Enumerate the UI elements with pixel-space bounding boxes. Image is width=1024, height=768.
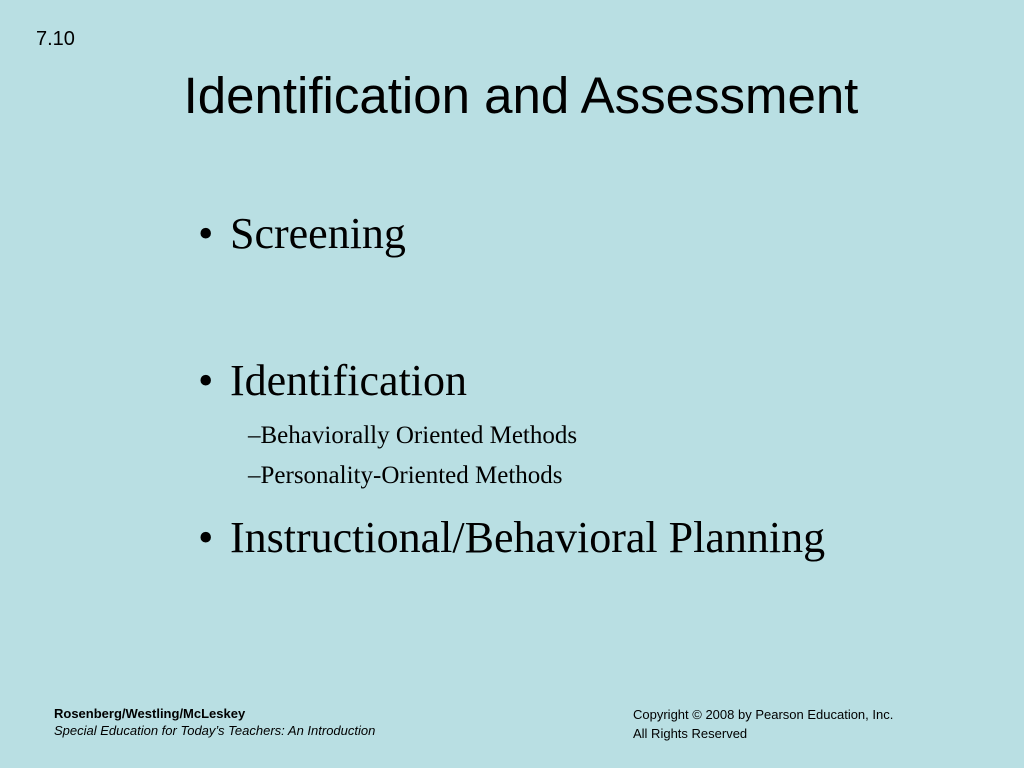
footer-copyright [633, 705, 893, 743]
slide-title: Identification and Assessment [183, 67, 859, 124]
bullet-mark: • [198, 209, 214, 258]
rights-text: All Rights Reserved [633, 726, 748, 741]
sub-bullet-personality-oriented-methods: –Personality-Oriented Methods [248, 462, 563, 489]
bullet-item-screening [198, 206, 406, 262]
bullet-mark: • [198, 356, 214, 405]
footer-book-title: Special Education for Today’s Teachers: An Introduction [54, 723, 376, 738]
bullet-item-identification [198, 353, 467, 409]
copyright-text: Copyright © 2008 by Pearson Education, Inc. [633, 707, 894, 722]
bullet-text: Identification [230, 356, 468, 405]
footer-citation [54, 705, 375, 739]
slide-number: 7.10 [36, 28, 75, 50]
footer-authors: Rosenberg/Westling/McLeskey [54, 706, 246, 721]
bullet-mark: • [198, 513, 214, 562]
sub-bullet-behaviorally-oriented-methods: –Behaviorally Oriented Methods [248, 422, 578, 449]
bullet-item-instructional-behavioral-planning [198, 510, 825, 566]
bullet-text: Instructional/Behavioral Planning [230, 513, 826, 562]
bullet-text: Screening [230, 209, 406, 258]
